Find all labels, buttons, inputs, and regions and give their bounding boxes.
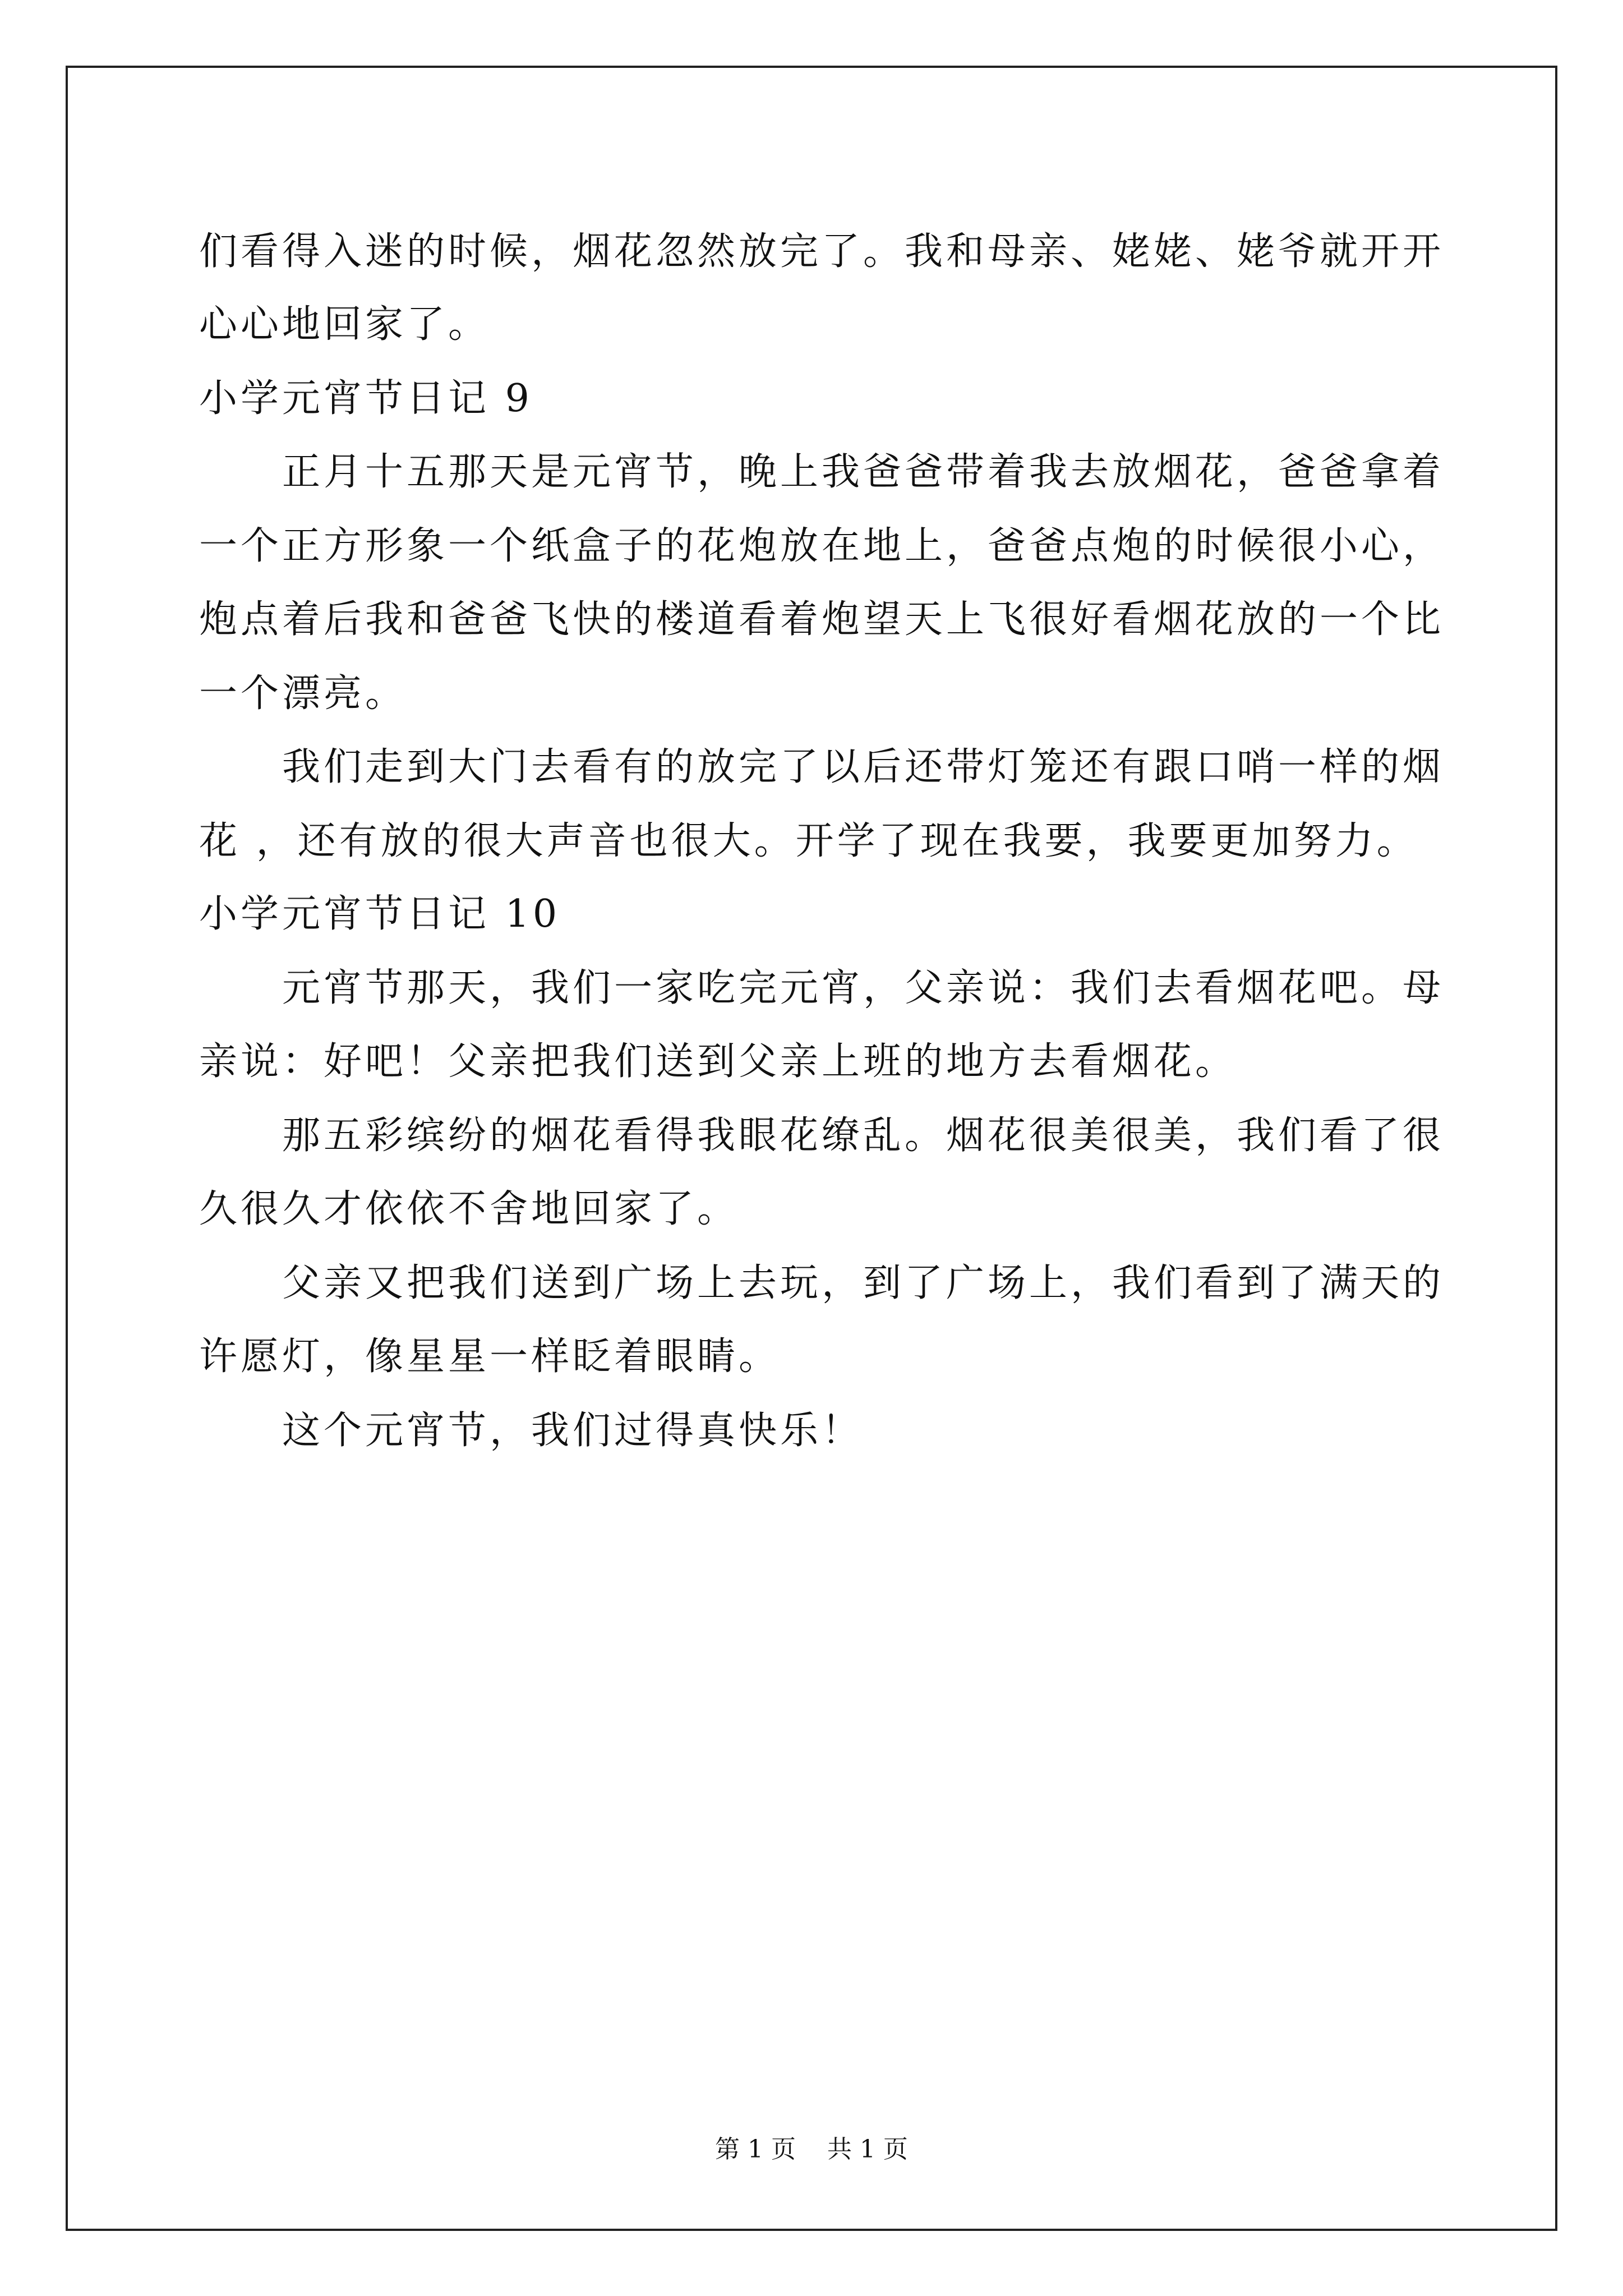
body-line: 心心地回家了。 xyxy=(199,302,490,347)
paragraph-start: 元宵节那天，我们一家吃完元宵，父亲说：我们去看烟花吧。母 xyxy=(282,966,1445,1010)
body-line: 亲说：好吧！父亲把我们送到父亲上班的地方去看烟花。 xyxy=(199,1039,1237,1084)
paragraph-start: 那五彩缤纷的烟花看得我眼花缭乱。烟花很美很美，我们看了很 xyxy=(282,1114,1445,1158)
page-number-footer: 第 1 页 共 1 页 xyxy=(715,2135,908,2164)
paragraph-start: 这个元宵节，我们过得真快乐！ xyxy=(282,1409,864,1453)
body-line: 炮点着后我和爸爸飞快的楼道看着炮望天上飞很好看烟花放的一个比 xyxy=(199,597,1445,642)
body-line: 久很久才依依不舍地回家了。 xyxy=(199,1187,739,1231)
body-line: 许愿灯，像星星一样眨着眼睛。 xyxy=(199,1335,781,1379)
paragraph-start: 正月十五那天是元宵节，晚上我爸爸带着我去放烟花，爸爸拿着 xyxy=(282,450,1445,494)
body-line: 一个正方形象一个纸盒子的花炮放在地上，爸爸点炮的时候很小心， xyxy=(199,524,1445,568)
body-line: 们看得入迷的时候，烟花忽然放完了。我和母亲、姥姥、姥爷就开开 xyxy=(199,229,1445,274)
body-line: 花 ，还有放的很大声音也很大。开学了现在我要，我要更加努力。 xyxy=(199,819,1418,863)
paragraph-start: 父亲又把我们送到广场上去玩，到了广场上，我们看到了满天的 xyxy=(282,1261,1445,1305)
diary-heading-9: 小学元宵节日记 9 xyxy=(199,376,533,421)
paragraph-start: 我们走到大门去看有的放完了以后还带灯笼还有跟口哨一样的烟 xyxy=(282,745,1445,789)
body-line: 一个漂亮。 xyxy=(199,671,407,716)
diary-heading-10: 小学元宵节日记 10 xyxy=(199,892,561,936)
